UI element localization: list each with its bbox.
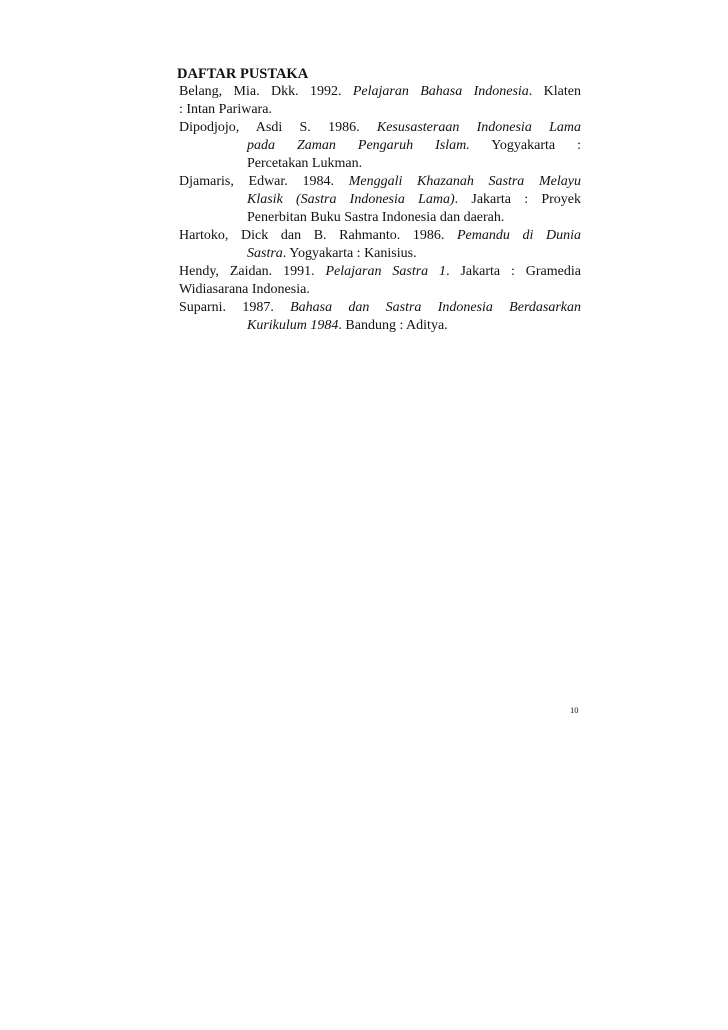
reference-3-line-1 bbox=[179, 173, 581, 191]
reference-3-line-3 bbox=[247, 209, 504, 227]
reference-2-place: Yogyakarta : bbox=[469, 138, 581, 153]
bibliography-heading: DAFTAR PUSTAKA bbox=[177, 66, 309, 82]
reference-1-title: Pelajaran Bahasa Indonesia bbox=[352, 84, 529, 99]
reference-3-line-2 bbox=[247, 191, 581, 209]
reference-5-place: . Jakarta : Gramedia bbox=[446, 264, 581, 279]
reference-4-author-year: Hartoko, Dick dan B. Rahmanto. 1986. bbox=[179, 228, 457, 243]
reference-5-publisher: Widiasarana Indonesia. bbox=[179, 282, 310, 297]
reference-3-publisher: Penerbitan Buku Sastra Indonesia dan daerah. bbox=[247, 210, 505, 225]
reference-4-line-1 bbox=[179, 227, 581, 245]
page-number: 10 bbox=[570, 705, 579, 715]
reference-1-line-2 bbox=[179, 101, 272, 119]
reference-4-publisher: . Yogyakarta : Kanisius. bbox=[282, 246, 417, 261]
reference-5-author-year: Hendy, Zaidan. 1991. bbox=[179, 264, 326, 279]
reference-2-line-1 bbox=[179, 119, 581, 137]
reference-6-publisher: . Bandung : Aditya. bbox=[338, 318, 448, 333]
reference-4-title-cont: Sastra bbox=[247, 246, 283, 261]
reference-1-publisher: : Intan Pariwara. bbox=[179, 102, 272, 117]
reference-2-author-year: Dipodjojo, Asdi S. 1986. bbox=[179, 120, 377, 135]
reference-4-title: Pemandu di Dunia bbox=[456, 228, 582, 243]
reference-3-title-cont: Klasik (Sastra Indonesia Lama) bbox=[247, 192, 455, 207]
reference-4-line-2 bbox=[247, 245, 417, 263]
reference-6-author-year: Suparni. 1987. bbox=[179, 300, 291, 315]
reference-2-title: Kesusasteraan Indonesia Lama bbox=[376, 120, 581, 135]
reference-6-line-2 bbox=[247, 317, 448, 335]
reference-2-publisher: Percetakan Lukman. bbox=[247, 156, 363, 171]
reference-1-line-1 bbox=[179, 83, 581, 101]
reference-6-title: Bahasa dan Sastra Indonesia Berdasarkan bbox=[290, 300, 581, 315]
reference-5-line-2 bbox=[179, 281, 310, 299]
reference-5-title: Pelajaran Sastra 1 bbox=[325, 264, 447, 279]
reference-2-title-cont: pada Zaman Pengaruh Islam. bbox=[247, 138, 470, 153]
reference-3-author-year: Djamaris, Edwar. 1984. bbox=[179, 174, 349, 189]
reference-2-line-2 bbox=[247, 137, 581, 155]
reference-3-title: Menggali Khazanah Sastra Melayu bbox=[348, 174, 581, 189]
reference-6-title-cont: Kurikulum 1984 bbox=[247, 318, 339, 333]
reference-1-author-year: Belang, Mia. Dkk. 1992. bbox=[179, 84, 353, 99]
reference-6-line-1 bbox=[179, 299, 581, 317]
reference-2-line-3 bbox=[247, 155, 362, 173]
reference-1-place: . Klaten bbox=[528, 84, 581, 99]
reference-5-line-1 bbox=[179, 263, 581, 281]
reference-3-place: . Jakarta : Proyek bbox=[454, 192, 581, 207]
